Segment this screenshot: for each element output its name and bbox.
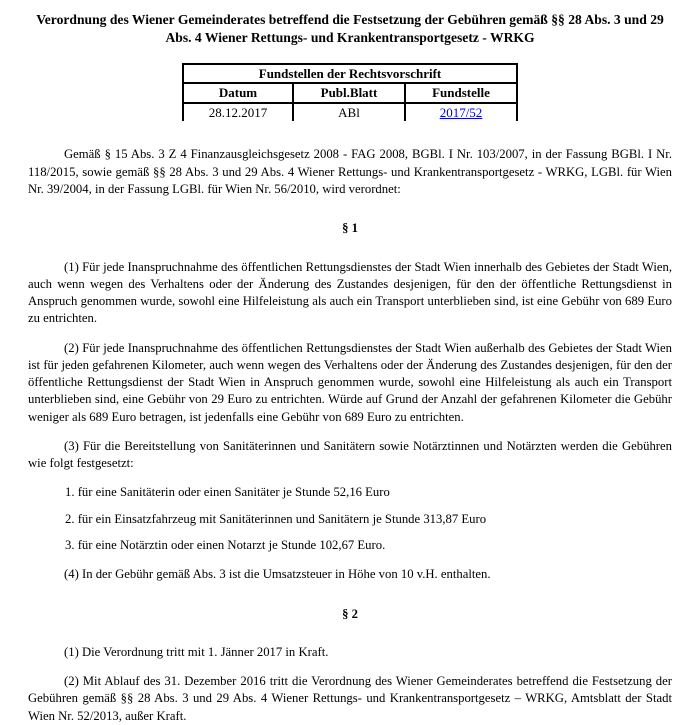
section-1-paragraph-2: (2) Für jede Inanspruchnahme des öffentlichen Rettungsdienstes der Stadt Wien außerhalb des Gebietes der Stadt Wien ist für jeden gefahrenen Kilometer, auch wenn wegen des Verhaltens oder der Änderung des Zustandes desjenigen, für den der öffentliche Rettungsdienst der Stadt Wien in Anspruch genommen wurde, sowohl eine Hilfeleistung als auch ein Transport unterblieben sind, eine Gebühr von 29 Euro zu entrichten. Würde auf Grund der Anzahl der gefahrenen Kilometer die Gebühr weniger als 689 Euro betragen, ist jedenfalls eine Gebühr von 689 Euro zu entrichten.: [28, 340, 672, 424]
cell-datum: 28.12.2017: [183, 103, 293, 122]
column-header-publblatt: Publ.Blatt: [293, 83, 405, 103]
section-1-heading: § 1: [342, 221, 358, 236]
section-2-heading: § 2: [342, 606, 358, 621]
column-header-datum: Datum: [183, 83, 293, 103]
column-header-fundstelle: Fundstelle: [405, 83, 517, 103]
fundstellen-table: [182, 63, 518, 122]
table-caption-row: [183, 64, 517, 84]
cell-fundstelle: [405, 103, 517, 122]
section-2-paragraph-1: (1) Die Verordnung tritt mit 1. Jänner 2017 in Kraft.: [64, 644, 329, 659]
document-title: Verordnung des Wiener Gemeinderates betreffend die Festsetzung der Gebühren gemäß §§ 28 Abs. 3 und 29 Abs. 4 Wiener Rettungs- und Krankentransportgesetz - WRKG: [36, 12, 664, 46]
cell-publblatt: ABl: [293, 103, 405, 122]
fee-list-item-3: 3. für eine Notärztin oder einen Notarzt je Stunde 102,67 Euro.: [65, 537, 386, 552]
fee-list-item-2: 2. für ein Einsatzfahrzeug mit Sanitäterinnen und Sanitätern je Stunde 313,87 Euro: [65, 511, 487, 526]
table-row: [183, 103, 517, 122]
fee-list-item-1: 1. für eine Sanitäterin oder einen Sanitäter je Stunde 52,16 Euro: [65, 485, 390, 500]
document-body: [28, 146, 672, 724]
section-1-paragraph-3: (3) Für die Bereitstellung von Sanitäterinnen und Sanitätern sowie Notärztinnen und Notärzten werden die Gebühren wie folgt festgesetzt:: [28, 438, 672, 471]
section-1-paragraph-1: (1) Für jede Inanspruchnahme des öffentlichen Rettungsdienstes der Stadt Wien innerhalb des Gebietes der Stadt Wien, auch wenn wegen des Verhaltens oder der Änderung des Zustandes desjenigen, für den der öffentliche Rettungsdienst in Anspruch genommen wurde, sowohl eine Hilfeleistung als auch ein Transport unterblieben sind, ist eine Gebühr von 689 Euro zu entrichten.: [28, 259, 672, 326]
table-caption: Fundstellen der Rechtsvorschrift: [183, 64, 517, 84]
preamble-paragraph: Gemäß § 15 Abs. 3 Z 4 Finanzausgleichsgesetz 2008 - FAG 2008, BGBl. I Nr. 103/2007, in der Fassung BGBl. I Nr. 118/2015, sowie gemäß §§ 28 Abs. 3 und 29 Abs. 4 Wiener Rettungs- und Krankentransportgesetz - WRKG, LGBl. für Wien Nr. 39/2004, in der Fassung LGBl. für Wien Nr. 56/2010, wird verordnet:: [28, 147, 672, 196]
section-2-paragraph-2: (2) Mit Ablauf des 31. Dezember 2016 tritt die Verordnung des Wiener Gemeinderates betreffend die Festsetzung der Gebühren gemäß §§ 28 Abs. 3 und 29 Abs. 4 Wiener Rettungs- und Krankentransportgesetz – WRKG, Amtsblatt der Stadt Wien Nr. 52/2013, außer Kraft.: [28, 674, 672, 723]
fundstelle-link[interactable]: 2017/52: [439, 104, 483, 120]
table-header-row: [183, 83, 517, 103]
section-1-paragraph-4: (4) In der Gebühr gemäß Abs. 3 ist die Umsatzsteuer in Höhe von 10 v.H. enthalten.: [64, 567, 491, 582]
